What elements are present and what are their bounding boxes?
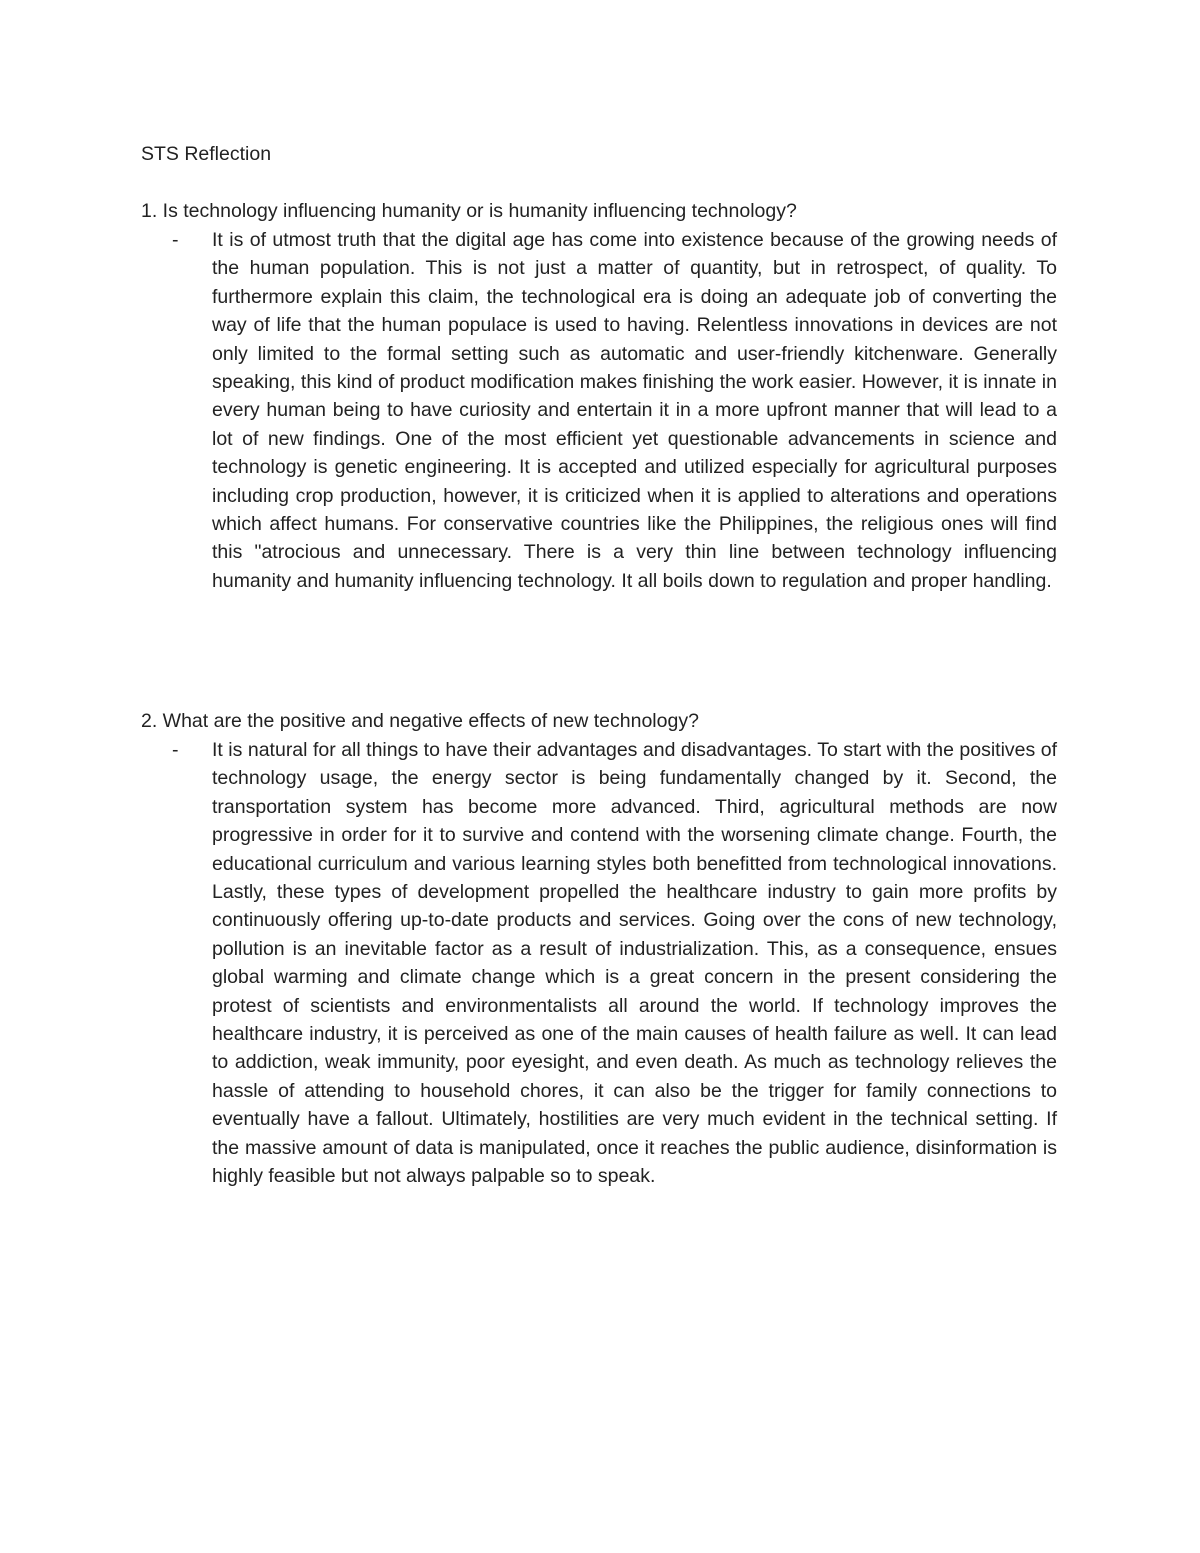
- question-1-prompt: 1. Is technology influencing humanity or is humanity influencing technology?: [141, 200, 797, 222]
- question-2-bullet: -: [172, 739, 179, 761]
- question-2-answer: It is natural for all things to have their advantages and disadvantages. To start with the positives of technology usage, the energy sector is being fundamentally changed by it. Second, the transportation system has become more advanced. Third, agricultural methods are now progressive in order for it to survive and contend with the worsening climate change. Fourth, the educational curriculum and various learning styles both benefitted from technological innovations. Lastly, these types of development propelled the healthcare industry to gain more profits by continuously offering up-to-date products and services. Going over the cons of new technology, pollution is an inevitable factor as a result of industrialization. This, as a consequence, ensues global warming and climate change which is a great concern in the present considering the protest of scientists and environmentalists all around the world. If technology improves the healthcare industry, it is perceived as one of the main causes of health failure as well. It can lead to addiction, weak immunity, poor eyesight, and even death. As much as technology relieves the hassle of attending to household chores, it can also be the trigger for family connections to eventually have a fallout. Ultimately, hostilities are very much evident in the technical setting. If the massive amount of data is manipulated, once it reaches the public audience, disinformation is highly feasible but not always palpable so to speak.: [212, 739, 1057, 1188]
- document-title: STS Reflection: [141, 143, 272, 165]
- question-2-prompt: 2. What are the positive and negative effects of new technology?: [141, 710, 699, 732]
- question-1-answer: It is of utmost truth that the digital age has come into existence because of the growing needs of the human population. This is not just a matter of quantity, but in retrospect, of quality. To furthermore explain this claim, the technological era is doing an adequate job of converting the way of life that the human populace is used to having. Relentless innovations in devices are not only limited to the formal setting such as automatic and user-friendly kitchenware. Generally speaking, this kind of product modification makes finishing the work easier. However, it is innate in every human being to have curiosity and entertain it in a more upfront manner that will lead to a lot of new findings. One of the most efficient yet questionable advancements in science and technology is genetic engineering. It is accepted and utilized especially for agricultural purposes including crop production, however, it is criticized when it is applied to alterations and operations which affect humans. For conservative countries like the Philippines, the religious ones will find this "atrocious and unnecessary. There is a very thin line between technology influencing humanity and humanity influencing technology. It all boils down to regulation and proper handling.: [212, 229, 1057, 592]
- question-1-bullet: -: [172, 229, 179, 251]
